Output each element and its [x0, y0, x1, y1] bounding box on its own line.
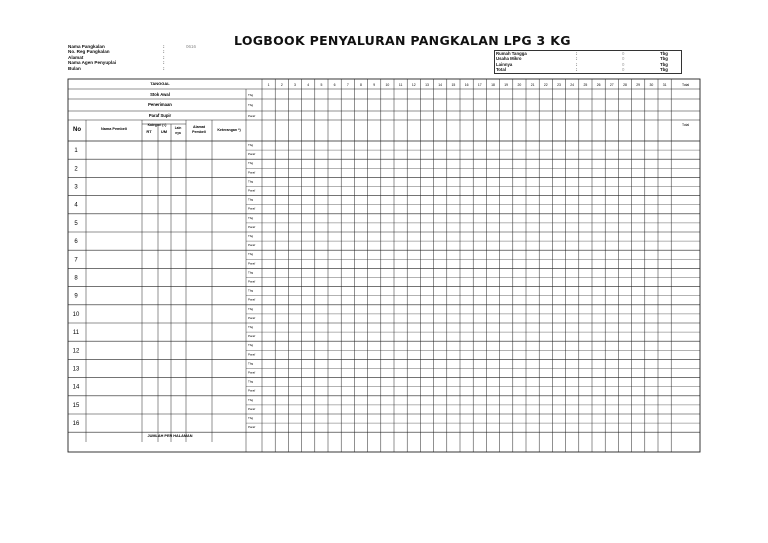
- penerimaan-label: Penerimaan: [148, 102, 172, 107]
- tbg-label: Tbg: [248, 179, 254, 184]
- summary-label: Usaha Mikro: [496, 56, 522, 62]
- header-field-colon: :: [163, 60, 165, 66]
- day-number: 10: [385, 83, 390, 87]
- summary-value: 0: [622, 56, 625, 62]
- tbg-label: Tbg: [248, 161, 254, 166]
- summary-colon: :: [576, 66, 578, 72]
- tbg-label: Tbg: [248, 234, 254, 238]
- row-number: 13: [72, 366, 80, 373]
- tbg-label: Tbg: [248, 270, 254, 275]
- day-number: 8: [360, 83, 362, 87]
- summary-colon: :: [576, 51, 578, 56]
- summary-unit: Tbg: [660, 66, 668, 72]
- row-number: 5: [74, 220, 78, 227]
- paraf-label: Paraf: [248, 206, 256, 211]
- tbg-label: Tbg: [248, 379, 254, 384]
- day-number: 24: [570, 83, 575, 87]
- day-number: 26: [596, 83, 601, 87]
- day-number: 20: [517, 83, 522, 87]
- header-field-label: Nama Pangkalan: [68, 44, 105, 49]
- header-field-colon: :: [163, 49, 165, 55]
- paraf-label: Paraf: [248, 261, 256, 266]
- summary-unit: Tbg: [660, 61, 668, 67]
- row-number: 11: [72, 330, 80, 337]
- paraf-supir-label: Paraf Supir: [148, 113, 172, 118]
- day-number: 6: [333, 83, 336, 87]
- day-number: 28: [623, 83, 627, 87]
- tbg-label: Tbg: [248, 343, 254, 348]
- summary-value: 0: [622, 51, 625, 56]
- tbg-label: Tbg: [248, 288, 254, 293]
- paraf-label: Paraf: [248, 406, 256, 411]
- tbg-label: Tbg: [248, 397, 254, 402]
- header-field-colon: :: [163, 65, 165, 71]
- summary-value: 0: [622, 66, 625, 72]
- nama-pangkalan-value: 0616: [186, 44, 197, 49]
- paraf-label: Paraf: [248, 425, 256, 430]
- day-number: 15: [451, 83, 456, 87]
- day-number: 27: [609, 83, 614, 87]
- paraf-label: Paraf: [248, 315, 256, 320]
- day-number: 17: [477, 83, 482, 87]
- summary-unit: Tbg: [660, 56, 668, 62]
- day-number: 30: [649, 83, 654, 87]
- header-field-label: Nama Agen Penyuplai: [68, 60, 117, 66]
- day-number: 31: [662, 83, 667, 87]
- summary-label: Total: [496, 66, 506, 72]
- day-number: 19: [504, 83, 509, 87]
- stok-awal-label: Stok Awal: [150, 92, 170, 97]
- keterangan-header: Keterangan *): [217, 128, 241, 132]
- paraf-label: Paraf: [248, 352, 256, 357]
- tbg-label: Tbg: [248, 197, 254, 202]
- page-title: LOGBOOK PENYALURAN PANGKALAN LPG 3 KG: [234, 33, 571, 48]
- nama-pembeli-header: Nama Pembeli: [101, 127, 127, 131]
- day-number: 18: [491, 83, 495, 87]
- day-number: 1: [267, 83, 270, 87]
- paraf-label: Paraf: [248, 334, 256, 339]
- total-header: Total: [682, 123, 690, 127]
- paraf-label: Paraf: [248, 279, 256, 284]
- summary-label: Rumah Tangga: [496, 51, 527, 56]
- paraf-label: Paraf: [248, 152, 256, 157]
- rt-header: RT: [146, 129, 152, 134]
- paraf-label: Paraf: [248, 370, 256, 375]
- tbg-label: Tbg: [248, 361, 254, 366]
- lainnya-header: nya: [175, 131, 181, 135]
- day-number: 16: [464, 83, 469, 87]
- summary-colon: :: [576, 61, 578, 67]
- row-number: 2: [74, 166, 78, 173]
- paraf-label: Paraf: [248, 114, 256, 118]
- tbg-label: Tbg: [248, 325, 254, 329]
- alamat-header: Alamat: [193, 125, 205, 129]
- header-field-label: Bulan: [68, 65, 81, 71]
- tbg-label: Tbg: [248, 103, 254, 107]
- paraf-label: Paraf: [248, 170, 256, 175]
- paraf-label: Paraf: [248, 388, 256, 393]
- day-number: 2: [280, 83, 283, 87]
- summary-label: Lainnya: [496, 61, 513, 67]
- row-number: 16: [72, 421, 80, 428]
- row-number: 12: [72, 348, 80, 355]
- tbg-label: Tbg: [248, 143, 254, 147]
- row-number: 1: [74, 148, 78, 155]
- day-number: 3: [294, 83, 296, 87]
- day-number: 25: [583, 83, 588, 87]
- tbg-label: Tbg: [248, 416, 254, 420]
- day-number: 7: [346, 83, 349, 87]
- day-number: 22: [543, 83, 548, 87]
- row-number: 4: [74, 202, 78, 209]
- day-number: 4: [307, 83, 310, 87]
- row-number: 10: [72, 311, 80, 318]
- alamat-header: Pembeli: [192, 130, 206, 134]
- um-header: UM: [160, 129, 168, 134]
- paraf-label: Paraf: [248, 224, 256, 229]
- jumlah-label: JUMLAH PER HALAMAN: [147, 434, 193, 438]
- lainnya-header: Lain: [174, 126, 182, 130]
- row-number: 3: [74, 184, 78, 191]
- day-number: 11: [398, 83, 403, 87]
- paraf-label: Paraf: [248, 297, 256, 302]
- summary-value: 0: [622, 61, 625, 67]
- day-number: 12: [411, 83, 416, 87]
- row-number: 8: [74, 275, 78, 282]
- tbg-label: Tbg: [248, 215, 254, 220]
- header-field-label: Alamat: [68, 54, 84, 60]
- day-number: 14: [438, 83, 443, 87]
- header-field-colon: :: [163, 54, 165, 60]
- row-number: 14: [72, 384, 80, 391]
- tbg-label: Tbg: [248, 306, 254, 311]
- row-number: 7: [74, 257, 78, 264]
- tbg-label: Tbg: [248, 252, 254, 257]
- summary-colon: :: [576, 56, 578, 62]
- paraf-label: Paraf: [248, 243, 256, 248]
- day-number: 9: [373, 83, 376, 87]
- day-number: 21: [530, 83, 535, 87]
- row-number: 9: [74, 293, 78, 300]
- day-number: 23: [557, 83, 561, 87]
- summary-unit: Tbg: [660, 51, 668, 56]
- header-field-label: No. Reg Pangkalan: [68, 49, 110, 55]
- kategori-header: Kategori (√): [147, 123, 167, 127]
- day-number: 29: [636, 83, 641, 87]
- header-field-colon: :: [163, 44, 165, 49]
- day-number: 5: [320, 83, 323, 87]
- tbg-label: Tbg: [248, 93, 254, 97]
- row-number: 6: [74, 239, 78, 246]
- no-header: No: [73, 127, 81, 133]
- tanggal-header: TANGGAL: [150, 81, 170, 86]
- paraf-label: Paraf: [248, 188, 256, 193]
- row-number: 15: [72, 402, 80, 409]
- total-header: Total: [682, 83, 690, 87]
- day-number: 13: [425, 83, 429, 87]
